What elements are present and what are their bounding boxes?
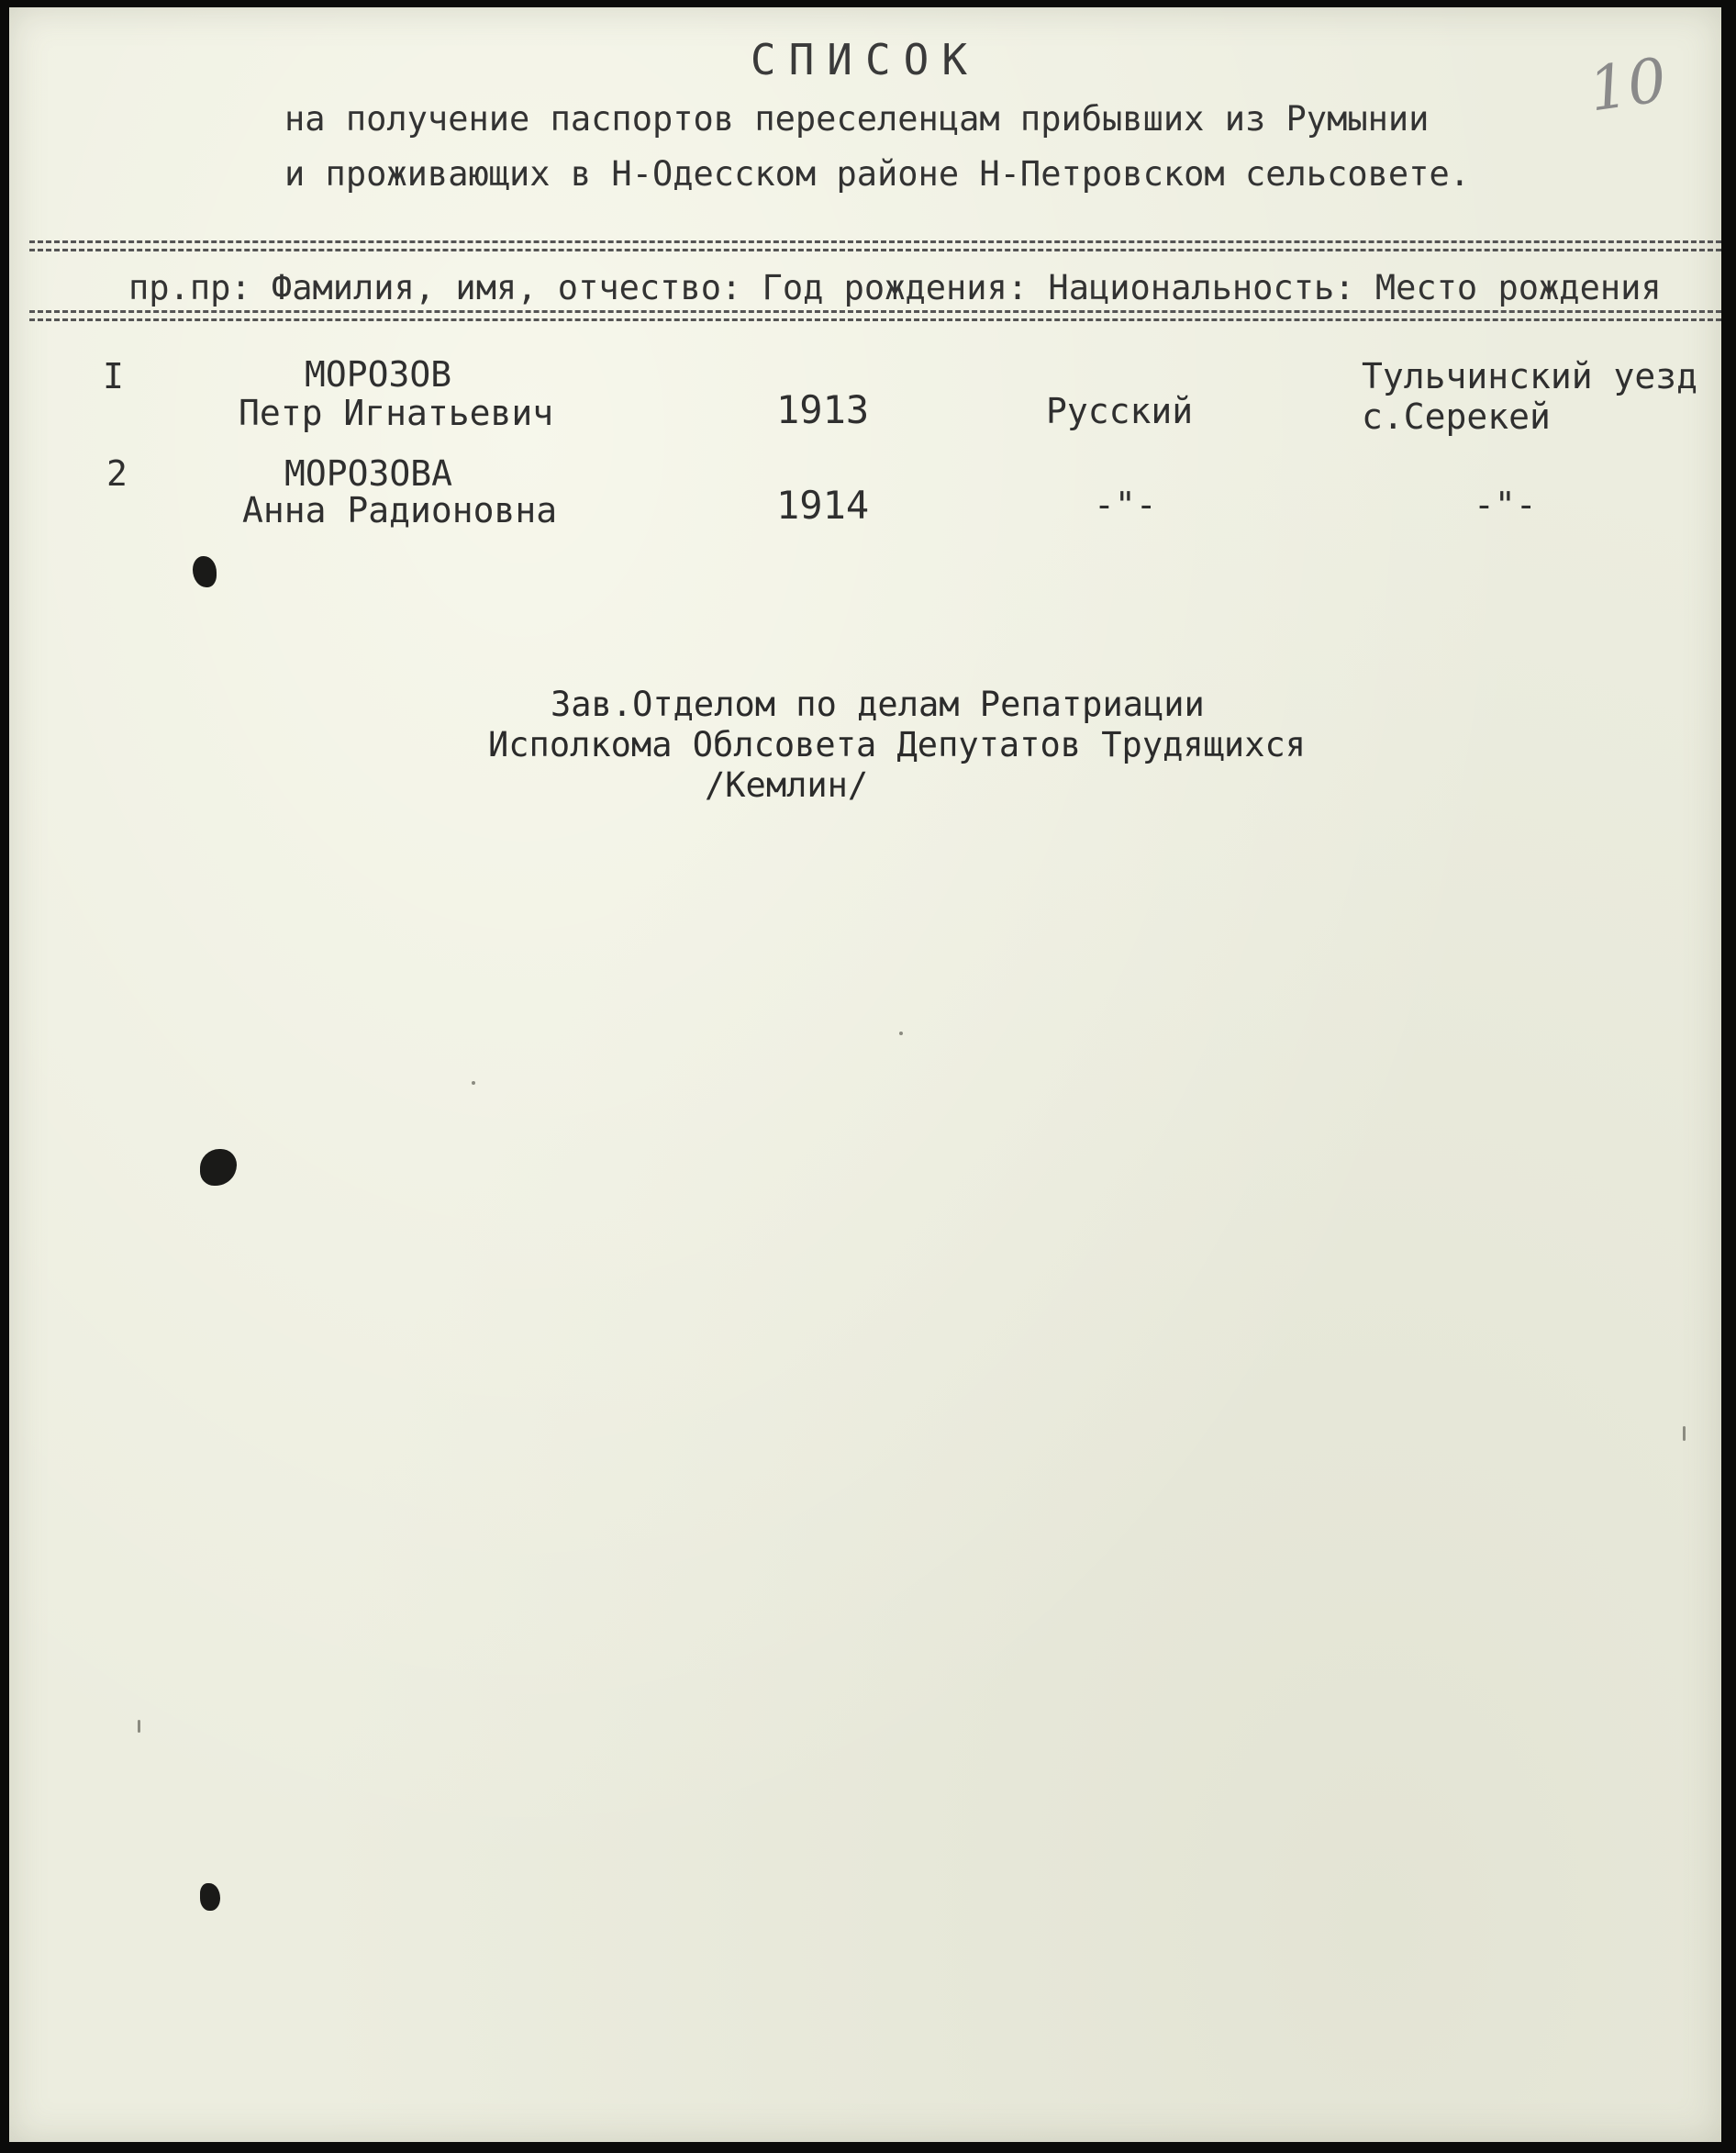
row-1-birthplace-line1: Тульчинский уезд (1362, 356, 1698, 396)
document-subtitle-line2: и проживающих в Н-Одесском районе Н-Петровском сельсовете. (284, 154, 1471, 194)
document-sheet (9, 7, 1721, 2142)
paper-speck (1683, 1426, 1686, 1441)
row-2-birthplace: -"- (1474, 485, 1537, 525)
page-number: 10 (1585, 44, 1671, 126)
signature-line2: Исполкома Облсовета Депутатов Трудящихся (488, 725, 1307, 764)
paper-speck (138, 1720, 140, 1733)
row-2-nationality: -"- (1094, 485, 1157, 525)
row-2-surname: МОРОЗОВА (284, 453, 453, 494)
paper-speck (899, 1032, 903, 1035)
document-title: СПИСОК (750, 35, 981, 84)
signature-line1: Зав.Отделом по делам Репатриации (551, 685, 1205, 724)
binding-hole (200, 1149, 237, 1186)
row-1-surname: МОРОЗОВ (305, 354, 452, 395)
row-1-nationality: Русский (1046, 391, 1194, 431)
row-1-number: I (103, 356, 124, 396)
table-rule-top (29, 240, 1721, 251)
table-rule-bottom (29, 310, 1721, 321)
row-1-birthplace-line2: с.Серекей (1362, 396, 1551, 437)
row-2-birth-year: 1914 (776, 483, 870, 528)
row-1-birth-year: 1913 (776, 387, 870, 432)
row-2-name: Анна Радионовна (242, 490, 558, 530)
binding-hole (193, 556, 217, 587)
paper-speck (472, 1081, 475, 1085)
document-subtitle-line1: на получение паспортов переселенцам прибывших из Румынии (284, 99, 1430, 139)
binding-hole (200, 1883, 220, 1911)
table-header: пр.пр: Фамилия, имя, отчество: Год рождения: Национальность: Место рождения (128, 268, 1662, 307)
row-1-name: Петр Игнатьевич (239, 393, 554, 433)
signature-name: /Кемлин/ (705, 765, 869, 805)
row-2-number: 2 (106, 453, 128, 494)
